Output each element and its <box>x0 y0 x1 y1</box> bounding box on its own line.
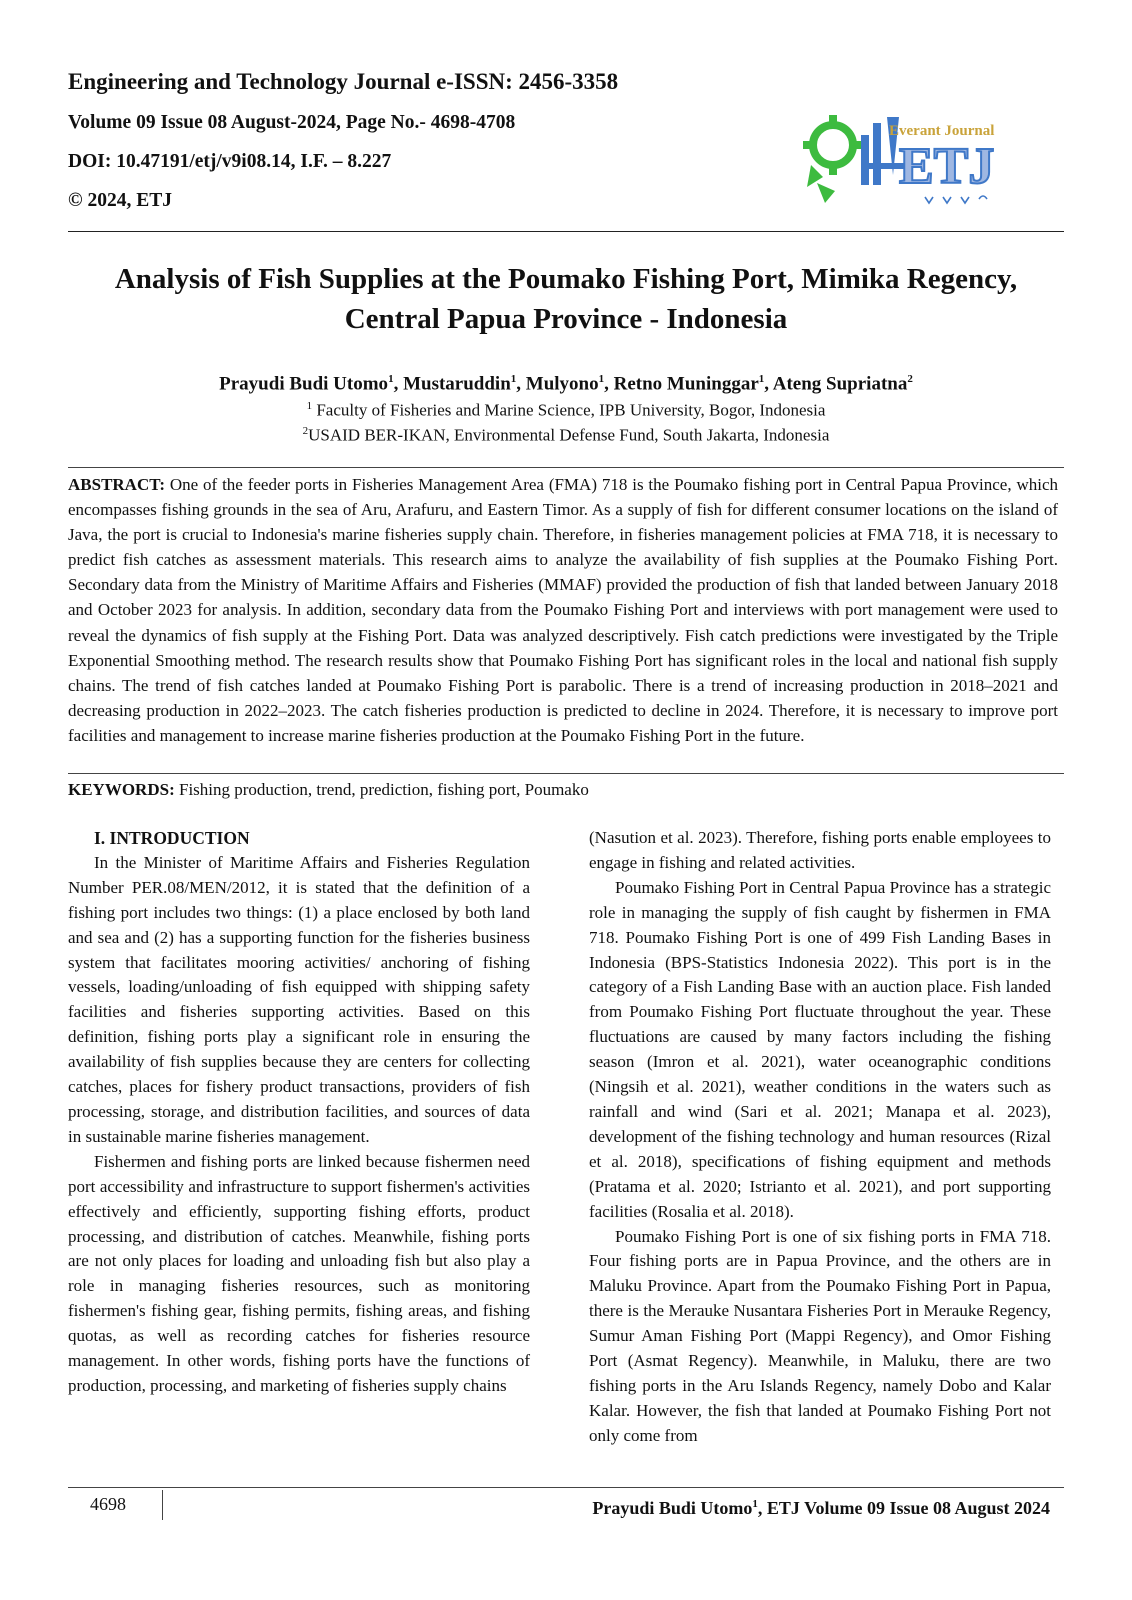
author-affil-marker: 1 <box>510 373 517 385</box>
author-name: Mustaruddin <box>403 373 511 395</box>
footer-author: Prayudi Budi Utomo <box>592 1498 753 1518</box>
logo-acronym: ETJ <box>899 138 995 195</box>
author-name: Retno Muninggar <box>613 373 759 395</box>
abstract-label: ABSTRACT: <box>68 475 165 494</box>
keywords-text: Fishing production, trend, prediction, fishing port, Poumako <box>178 780 589 799</box>
volume-line: Volume 09 Issue 08 August-2024, Page No.- 4698-4708 <box>68 112 516 133</box>
footer-author-marker: 1 <box>752 1498 758 1510</box>
affiliation-2 <box>68 420 1064 447</box>
affiliation-marker: 1 <box>306 400 313 412</box>
affiliation-text: Faculty of Fisheries and Marine Science, IPB University, Bogor, Indonesia <box>316 400 826 420</box>
body-paragraph: Poumako Fishing Port is one of six fishing ports in FMA 718. Four fishing ports are in Papua Province, and the others are in Maluku Province. Apart from the Poumako Fishing Port in Papua, there is the Merauke Nusantara Fisheries Port in Merauke Regency, Sumur Aman Fishing Port (Mappi Regency), and Omor Fishing Port (Asmat Regency). Meanwhile, in Maluku, there are two fishing ports in the Aru Islands Regency, namely Dobo and Kalar Kalar. However, the fish that landed at Poumako Fishing Port not only come from <box>589 1226 1051 1445</box>
author-affil-marker: 1 <box>758 373 765 385</box>
affiliation-marker: 2 <box>302 425 309 437</box>
paper-title: Analysis of Fish Supplies at the Poumako Fishing Port, Mimika Regency, Central Papua Province - Indonesia <box>114 263 1018 335</box>
abstract <box>68 472 1058 748</box>
logo-publisher-text: Everant Journal <box>889 123 995 139</box>
affiliation-1 <box>68 395 1064 422</box>
author-name: Mulyono <box>525 373 599 395</box>
abstract-text: One of the feeder ports in Fisheries Management Area (FMA) 718 is the Poumako fishing port in Central Papua Province, which encompasses fishing grounds in the sea of Aru, Arafuru, and Eastern Timor. As a supply of fish for different consumer locations on the island of Java, the port is crucial to Indonesia's marine fisheries supply chain. Therefore, in fisheries management policies at FMA 718, it is necessary to predict fish catches as assessment materials. This research aims to analyze the availability of fish supplies at the Poumako Fishing Port. Secondary data from the Ministry of Maritime Affairs and Fisheries (MMAF) provided the production of fish that landed between January 2018 and October 2023 for analysis. In addition, secondary data from the Poumako Fishing Port and interviews with port management were used to reveal the dynamics of fish supply at the Fishing Port. Data was analyzed descriptively. Fish catch predictions were investigated by the Triple Exponential Smoothing method. The research results show that Poumako Fishing Port has significant roles in the local and national fish supply chains. The trend of fish catches landed at Poumako Fishing Port is parabolic. There is a trend of increasing production in 2018–2021 and decreasing production in 2022–2023. The catch fisheries production is predicted to decline in 2024. Therefore, it is necessary to improve port facilities and management to increase marine fisheries production at the Poumako Fishing Port in the future. <box>68 475 1059 745</box>
body-column-right <box>589 826 1051 1449</box>
author-name: Ateng Supriatna <box>772 373 908 395</box>
journal-title-line: Engineering and Technology Journal e-ISSN: 2456-3358 <box>68 69 619 94</box>
author-name: Prayudi Budi Utomo <box>219 373 389 395</box>
keywords <box>68 778 1058 802</box>
keywords-label: KEYWORDS: <box>68 780 175 799</box>
abstract-bottom-divider <box>68 773 1064 774</box>
body-paragraph-continuation: (Nasution et al. 2023). Therefore, fishing ports enable employees to engage in fishing and related activities. <box>589 828 1051 872</box>
body-paragraph: Fishermen and fishing ports are linked because fishermen need port accessibility and infrastructure to support fishermen's activities effectively and efficiently, supporting fishing efforts, product processing, and distribution of catches. Meanwhile, fishing ports are not only places for loading and unloading fish but also play a role in managing fisheries resources, such as monitoring fishermen's fishing gear, fishing permits, fishing areas, and fishing quotas, as well as recording catches for fisheries resource management. In other words, fishing ports have the functions of production, processing, and marketing of fisheries supply chains <box>68 1151 530 1395</box>
header-divider <box>68 231 1064 232</box>
abstract-top-divider <box>68 467 1064 468</box>
section-heading: I. INTRODUCTION <box>94 828 250 848</box>
footer-citation-text: , ETJ Volume 09 Issue 08 August 2024 <box>757 1498 1050 1518</box>
affiliation-text: USAID BER-IKAN, Environmental Defense Fund, South Jakarta, Indonesia <box>308 425 830 445</box>
footer-citation <box>592 1492 1050 1520</box>
footer-separator <box>162 1490 163 1520</box>
body-paragraph: In the Minister of Maritime Affairs and Fisheries Regulation Number PER.08/MEN/2012, it is stated that the definition of a fishing port includes two things: (1) a place enclosed by both land and sea and (2) has a supporting function for the fisheries business system that facilitates mooring activities/ anchoring of fishing vessels, loading/unloading of fish equipped with shipping safety facilities and fisheries supporting activities. Based on this definition, fishing ports play a significant role in ensuring the availability of fish supplies because they are centers for collecting catches, places for fishery product transactions, providers of fish processing, storage, and distribution facilities, and sources of data in sustainable marine fisheries management. <box>68 852 530 1146</box>
footer-divider <box>68 1487 1064 1488</box>
body-column-left <box>68 826 530 1399</box>
author-affil-marker: 1 <box>598 373 605 385</box>
author-list: Prayudi Budi Utomo$^1$, Mustaruddin$^1$, Mulyono$^1$, Retno Muninggar$^1$, Ateng Supriatna$^2$ <box>219 373 913 395</box>
page-number: 4698 <box>90 1494 126 1514</box>
etj-logo <box>803 105 1023 215</box>
copyright-line: © 2024, ETJ <box>68 190 172 211</box>
author-affil-marker: 1 <box>388 373 394 385</box>
doi-line: DOI: 10.47191/etj/v9i08.14, I.F. – 8.227 <box>68 151 392 172</box>
body-paragraph: Poumako Fishing Port in Central Papua Province has a strategic role in managing the supply of fish caught by fishermen in FMA 718. Poumako Fishing Port is one of 499 Fish Landing Bases in Indonesia (BPS-Statistics Indonesia 2022). This port is in the category of a Fish Landing Base with an auction place. Fish landed from Poumako Fishing Port fluctuate throughout the year. These fluctuations are caused by many factors including the fishing season (Imron et al. 2021), water oceanographic conditions (Ningsih et al. 2021), weather conditions in the waters such as rainfall and wind (Sari et al. 2021; Manapa et al. 2023), development of the fishing technology and human resources (Rizal et al. 2018), specifications of fishing equipment and methods (Pratama et al. 2020; Istrianto et al. 2021), and port supporting facilities (Rosalia et al. 2018). <box>589 877 1051 1221</box>
author-affil-marker: 2 <box>907 373 913 385</box>
